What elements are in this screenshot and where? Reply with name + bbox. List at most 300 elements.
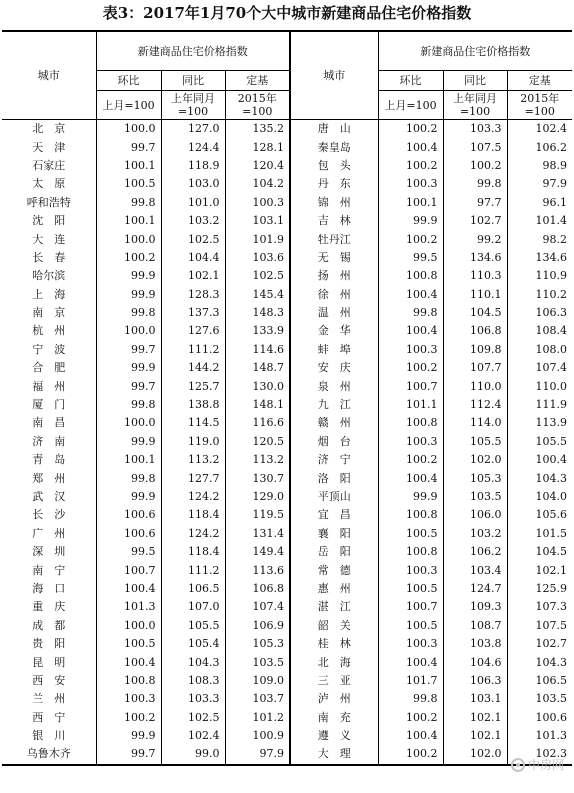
base-value-left: 106.8 [252, 581, 285, 595]
base-value-right: 101.4 [535, 214, 568, 228]
city-name-left: 西 宁 [2, 709, 96, 727]
city-name-left: 济 南 [2, 433, 96, 451]
mom-header-right: 环比 [378, 71, 443, 91]
mom-value-right: 100.2 [378, 709, 443, 727]
mom-value-right: 100.8 [378, 267, 443, 285]
mom-value-left: 100.2 [96, 709, 161, 727]
mom-value-left: 99.7 [96, 138, 161, 156]
mom-value-left: 100.0 [96, 230, 161, 248]
yoy-value-right: 106.2 [443, 543, 507, 561]
yoy-value-left: 125.7 [161, 377, 225, 395]
yoy-value-left: 102.4 [161, 727, 225, 745]
city-name-left: 宁 波 [2, 341, 96, 359]
city-name-left: 合 肥 [2, 359, 96, 377]
watermark-logo-icon [511, 758, 525, 772]
mom-value-left: 99.7 [96, 341, 161, 359]
table-row [2, 433, 572, 451]
yoy-value-left: 124.4 [161, 138, 225, 156]
table-row [2, 598, 572, 616]
base-value-right: 110.9 [535, 269, 568, 283]
city-name-right: 襄 阳 [290, 525, 378, 543]
yoy-value-right: 106.0 [443, 506, 507, 524]
city-column-header-left: 城市 [2, 31, 96, 120]
city-name-right: 三 亚 [290, 672, 378, 690]
mom-value-left: 99.7 [96, 377, 161, 395]
yoy-value-right: 102.0 [443, 745, 507, 764]
city-name-left: 石家庄 [2, 157, 96, 175]
mom-value-left: 101.3 [96, 598, 161, 616]
yoy-value-right: 109.3 [443, 598, 507, 616]
city-name-right: 泸 州 [290, 690, 378, 708]
mom-value-left: 100.3 [96, 690, 161, 708]
base-value-left: 148.1 [252, 398, 285, 412]
city-name-left: 银 川 [2, 727, 96, 745]
yoy-value-left: 102.1 [161, 267, 225, 285]
mom-value-left: 100.1 [96, 157, 161, 175]
city-name-left: 兰 州 [2, 690, 96, 708]
base-value-right: 102.4 [535, 122, 568, 136]
mom-value-right: 100.8 [378, 543, 443, 561]
mom-value-left: 99.9 [96, 286, 161, 304]
yoy-value-left: 111.2 [161, 561, 225, 579]
yoy-value-right: 103.1 [443, 690, 507, 708]
yoy-value-left: 111.2 [161, 341, 225, 359]
table-row [2, 506, 572, 524]
base-value-right: 96.1 [542, 195, 568, 209]
base-value-right: 101.3 [535, 729, 568, 743]
city-name-right: 北 海 [290, 653, 378, 671]
city-name-left: 青 岛 [2, 451, 96, 469]
yoy-header-left: 同比 [161, 71, 225, 91]
yoy-value-left: 138.8 [161, 396, 225, 414]
base-value-right: 98.9 [542, 158, 568, 172]
city-name-right: 安 庆 [290, 359, 378, 377]
mom-value-left: 99.8 [96, 396, 161, 414]
city-name-right: 金 华 [290, 322, 378, 340]
base-value-right: 110.0 [535, 379, 568, 393]
mom-value-left: 100.6 [96, 506, 161, 524]
table-row [2, 212, 572, 230]
base-value-left: 148.7 [252, 361, 285, 375]
mom-value-left: 100.0 [96, 322, 161, 340]
city-name-left: 北 京 [2, 120, 96, 139]
base-value-right: 106.3 [535, 306, 568, 320]
yoy-value-left: 114.5 [161, 414, 225, 432]
city-name-left: 南 宁 [2, 561, 96, 579]
city-name-left: 厦 门 [2, 396, 96, 414]
yoy-value-left: 104.4 [161, 249, 225, 267]
city-name-left: 天 津 [2, 138, 96, 156]
base-value-right: 107.5 [535, 618, 568, 632]
base-value-left: 120.5 [252, 434, 285, 448]
yoy-value-right: 103.5 [443, 488, 507, 506]
yoy-value-right: 107.5 [443, 138, 507, 156]
mom-value-right: 100.3 [378, 635, 443, 653]
mom-value-left: 100.5 [96, 175, 161, 193]
city-name-right: 无 锡 [290, 249, 378, 267]
table-row [2, 690, 572, 708]
watermark [511, 756, 564, 773]
yoy-header-right: 同比 [443, 71, 507, 91]
mom-value-right: 100.5 [378, 580, 443, 598]
mom-value-right: 100.4 [378, 138, 443, 156]
base-header-left: 定基 [225, 71, 290, 91]
base-value-left: 130.0 [252, 379, 285, 393]
base-value-right: 102.3 [507, 745, 572, 764]
base-value-left: 130.7 [252, 471, 285, 485]
base-value-left: 128.1 [252, 140, 285, 154]
city-name-right: 遵 义 [290, 727, 378, 745]
mom-value-right: 100.2 [378, 745, 443, 764]
yoy-value-left: 104.3 [161, 653, 225, 671]
yoy-value-left: 124.2 [161, 488, 225, 506]
base-value-right: 101.5 [535, 526, 568, 540]
table-row [2, 322, 572, 340]
mom-header-left: 环比 [96, 71, 161, 91]
yoy-value-left: 107.0 [161, 598, 225, 616]
base-value-left: 148.3 [252, 306, 285, 320]
base-value-left: 145.4 [252, 287, 285, 301]
base-value-left: 135.2 [252, 122, 285, 136]
table-row [2, 580, 572, 598]
base-value-left: 109.0 [252, 673, 285, 687]
city-name-left: 郑 州 [2, 469, 96, 487]
yoy-value-left: 127.7 [161, 469, 225, 487]
yoy-value-left: 127.0 [161, 120, 225, 139]
base-value-right: 106.5 [535, 673, 568, 687]
yoy-value-left: 106.5 [161, 580, 225, 598]
city-name-left: 海 口 [2, 580, 96, 598]
mom-value-left: 99.9 [96, 359, 161, 377]
city-name-right: 烟 台 [290, 433, 378, 451]
mom-value-right: 100.2 [378, 157, 443, 175]
base-value-right: 108.0 [535, 342, 568, 356]
city-name-right: 泉 州 [290, 377, 378, 395]
city-name-left: 南 昌 [2, 414, 96, 432]
base-value-left: 100.9 [252, 729, 285, 743]
mom-value-right: 100.4 [378, 322, 443, 340]
base-value-left: 102.5 [252, 269, 285, 283]
yoy-value-right: 124.7 [443, 580, 507, 598]
city-name-right: 韶 关 [290, 617, 378, 635]
table-row [2, 341, 572, 359]
base-value-left: 100.3 [252, 195, 285, 209]
city-name-right: 大 理 [290, 745, 378, 764]
mom-value-right: 99.8 [378, 304, 443, 322]
yoy-value-left: 118.9 [161, 157, 225, 175]
base-value-right: 104.5 [535, 545, 568, 559]
yoy-value-right: 97.7 [443, 194, 507, 212]
mom-value-right: 100.2 [378, 359, 443, 377]
base-value-right: 105.5 [535, 434, 568, 448]
yoy-value-right: 100.2 [443, 157, 507, 175]
mom-value-left: 100.0 [96, 617, 161, 635]
city-name-right: 温 州 [290, 304, 378, 322]
city-name-left: 重 庆 [2, 598, 96, 616]
city-name-right: 南 充 [290, 709, 378, 727]
mom-value-right: 99.5 [378, 249, 443, 267]
table-row [2, 414, 572, 432]
table-body [2, 120, 572, 765]
mom-value-right: 99.9 [378, 212, 443, 230]
yoy-value-right: 99.8 [443, 175, 507, 193]
table-row [2, 359, 572, 377]
yoy-value-left: 108.3 [161, 672, 225, 690]
table-row [2, 304, 572, 322]
city-name-left: 南 京 [2, 304, 96, 322]
city-name-right: 唐 山 [290, 120, 378, 139]
yoy-value-left: 119.0 [161, 433, 225, 451]
table-row [2, 617, 572, 635]
base-value-right: 107.3 [535, 600, 568, 614]
city-name-left: 武 汉 [2, 488, 96, 506]
yoy-value-left: 103.0 [161, 175, 225, 193]
mom-value-left: 99.7 [96, 745, 161, 764]
yoy-value-right: 102.1 [443, 727, 507, 745]
mom-value-right: 100.3 [378, 175, 443, 193]
table-row [2, 525, 572, 543]
yoy-value-right: 104.5 [443, 304, 507, 322]
mom-value-left: 100.1 [96, 451, 161, 469]
mom-value-left: 100.0 [96, 414, 161, 432]
table-row [2, 157, 572, 175]
mom-value-left: 99.8 [96, 194, 161, 212]
table-row [2, 672, 572, 690]
base-value-left: 133.9 [252, 324, 285, 338]
group-header-right: 新建商品住宅价格指数 [378, 31, 572, 71]
mom-base-left: 上月=100 [96, 91, 161, 120]
mom-value-left: 100.4 [96, 580, 161, 598]
city-name-left: 福 州 [2, 377, 96, 395]
yoy-value-left: 102.5 [161, 709, 225, 727]
yoy-value-right: 110.3 [443, 267, 507, 285]
mom-value-right: 100.8 [378, 506, 443, 524]
yoy-value-left: 124.2 [161, 525, 225, 543]
city-name-left: 长 春 [2, 249, 96, 267]
table-row [2, 175, 572, 193]
base-value-left: 107.4 [252, 600, 285, 614]
base-value-right: 104.0 [535, 490, 568, 503]
base-value-right: 97.9 [542, 177, 568, 191]
base-value-left: 149.4 [252, 545, 285, 559]
mom-value-right: 100.3 [378, 433, 443, 451]
city-name-right: 洛 阳 [290, 469, 378, 487]
yoy-value-right: 134.6 [443, 249, 507, 267]
city-name-right: 蚌 埠 [290, 341, 378, 359]
mom-value-right: 99.9 [378, 488, 443, 506]
city-name-left: 贵 阳 [2, 635, 96, 653]
base-value-left: 103.7 [252, 692, 285, 706]
yoy-value-right: 106.3 [443, 672, 507, 690]
base-value-right: 100.4 [535, 453, 568, 467]
mom-value-right: 100.5 [378, 617, 443, 635]
base-value-right: 104.3 [535, 471, 568, 485]
base-value-right: 110.2 [535, 287, 568, 301]
yoy-value-right: 106.8 [443, 322, 507, 340]
base-value-right: 106.2 [535, 140, 568, 154]
watermark-text: 中房网 [527, 758, 564, 772]
base-value-left: 113.6 [252, 563, 285, 577]
table-row [2, 543, 572, 561]
table-row [2, 709, 572, 727]
mom-value-right: 101.1 [378, 396, 443, 414]
yoy-value-left: 127.6 [161, 322, 225, 340]
mom-value-right: 100.4 [378, 469, 443, 487]
base-value-left: 120.4 [252, 158, 285, 172]
base-value-right: 103.5 [535, 692, 568, 706]
yoy-value-right: 108.7 [443, 617, 507, 635]
table-row [2, 249, 572, 267]
city-name-left: 西 安 [2, 672, 96, 690]
yoy-value-left: 128.3 [161, 286, 225, 304]
base-value-right: 107.4 [535, 361, 568, 375]
yoy-value-left: 103.3 [161, 690, 225, 708]
mom-value-right: 100.7 [378, 598, 443, 616]
mom-value-right: 100.4 [378, 286, 443, 304]
base-value-left: 101.2 [252, 710, 285, 724]
yoy-value-right: 107.7 [443, 359, 507, 377]
yoy-value-right: 103.4 [443, 561, 507, 579]
base-value-left: 103.1 [252, 214, 285, 228]
city-name-right: 平顶山 [290, 488, 378, 506]
yoy-value-right: 99.2 [443, 230, 507, 248]
base-value-left: 105.3 [252, 637, 285, 651]
table-row [2, 469, 572, 487]
city-name-left: 沈 阳 [2, 212, 96, 230]
city-name-left: 太 原 [2, 175, 96, 193]
mom-value-right: 100.3 [378, 341, 443, 359]
mom-value-left: 99.9 [96, 433, 161, 451]
city-column-header-right: 城市 [290, 31, 378, 120]
base-value-left: 116.6 [252, 416, 285, 430]
yoy-value-left: 144.2 [161, 359, 225, 377]
yoy-value-left: 118.4 [161, 543, 225, 561]
table-row [2, 194, 572, 212]
yoy-value-right: 103.8 [443, 635, 507, 653]
mom-value-left: 100.0 [96, 120, 161, 139]
base-base-left: 2015年=100 [225, 91, 290, 120]
yoy-value-right: 105.5 [443, 433, 507, 451]
table-row [2, 561, 572, 579]
base-value-left: 129.0 [252, 490, 285, 503]
mom-value-left: 99.9 [96, 727, 161, 745]
base-base-right: 2015年=100 [507, 91, 572, 120]
city-name-left: 上 海 [2, 286, 96, 304]
city-name-right: 包 头 [290, 157, 378, 175]
yoy-value-right: 109.8 [443, 341, 507, 359]
yoy-value-right: 110.0 [443, 377, 507, 395]
city-name-right: 惠 州 [290, 580, 378, 598]
base-value-right: 105.6 [535, 508, 568, 522]
city-name-left: 成 都 [2, 617, 96, 635]
mom-value-left: 100.4 [96, 653, 161, 671]
yoy-value-right: 103.3 [443, 120, 507, 139]
mom-value-left: 99.8 [96, 304, 161, 322]
city-name-right: 常 德 [290, 561, 378, 579]
yoy-value-left: 137.3 [161, 304, 225, 322]
mom-value-right: 100.7 [378, 377, 443, 395]
city-name-left: 杭 州 [2, 322, 96, 340]
mom-value-left: 100.2 [96, 249, 161, 267]
yoy-value-right: 112.4 [443, 396, 507, 414]
base-value-right: 102.1 [535, 563, 568, 577]
mom-value-right: 100.2 [378, 451, 443, 469]
base-value-left: 103.5 [252, 655, 285, 669]
base-value-left: 97.9 [225, 745, 290, 764]
yoy-value-right: 105.3 [443, 469, 507, 487]
yoy-value-right: 102.7 [443, 212, 507, 230]
table-row [2, 727, 572, 745]
yoy-value-left: 113.2 [161, 451, 225, 469]
table-row [2, 745, 572, 764]
table-row [2, 267, 572, 285]
base-value-left: 119.5 [252, 508, 285, 522]
yoy-value-left: 101.0 [161, 194, 225, 212]
city-name-right: 秦皇岛 [290, 138, 378, 156]
base-value-left: 113.2 [252, 453, 285, 467]
mom-value-right: 100.2 [378, 120, 443, 139]
mom-value-left: 99.8 [96, 469, 161, 487]
city-name-right: 桂 林 [290, 635, 378, 653]
city-name-right: 岳 阳 [290, 543, 378, 561]
city-name-right: 吉 林 [290, 212, 378, 230]
mom-value-left: 100.5 [96, 635, 161, 653]
mom-value-right: 101.7 [378, 672, 443, 690]
city-name-right: 扬 州 [290, 267, 378, 285]
mom-value-left: 100.8 [96, 672, 161, 690]
mom-value-left: 99.5 [96, 543, 161, 561]
mom-value-right: 100.4 [378, 727, 443, 745]
mom-value-left: 99.9 [96, 267, 161, 285]
city-name-left: 昆 明 [2, 653, 96, 671]
mom-value-right: 99.8 [378, 690, 443, 708]
city-name-right: 九 江 [290, 396, 378, 414]
city-name-right: 济 宁 [290, 451, 378, 469]
mom-value-right: 100.2 [378, 230, 443, 248]
table-title: 表3：2017年1月70个大中城市新建商品住宅价格指数 [102, 4, 472, 22]
city-name-left: 乌鲁木齐 [2, 745, 96, 764]
city-name-right: 赣 州 [290, 414, 378, 432]
yoy-value-right: 110.1 [443, 286, 507, 304]
yoy-value-right: 103.2 [443, 525, 507, 543]
mom-value-left: 99.9 [96, 488, 161, 506]
mom-value-right: 100.4 [378, 653, 443, 671]
yoy-value-left: 99.0 [161, 745, 225, 764]
city-name-right: 牡丹江 [290, 230, 378, 248]
base-value-right: 100.6 [535, 710, 568, 724]
base-value-right: 104.3 [535, 655, 568, 669]
table-row [2, 653, 572, 671]
yoy-value-right: 104.6 [443, 653, 507, 671]
base-value-right: 108.4 [535, 324, 568, 338]
base-value-left: 114.6 [252, 342, 285, 356]
city-name-left: 呼和浩特 [2, 194, 96, 212]
base-value-right: 98.2 [542, 232, 568, 246]
base-header-right: 定基 [507, 71, 572, 91]
city-name-right: 锦 州 [290, 194, 378, 212]
mom-value-right: 100.8 [378, 414, 443, 432]
table-row [2, 451, 572, 469]
mom-base-right: 上月=100 [378, 91, 443, 120]
price-index-table [2, 30, 572, 766]
base-value-left: 131.4 [252, 526, 285, 540]
mom-value-right: 100.3 [378, 561, 443, 579]
city-name-left: 大 连 [2, 230, 96, 248]
base-value-right: 111.9 [535, 398, 568, 412]
city-name-right: 丹 东 [290, 175, 378, 193]
yoy-value-right: 114.0 [443, 414, 507, 432]
yoy-base-right: 上年同月=100 [443, 91, 507, 120]
